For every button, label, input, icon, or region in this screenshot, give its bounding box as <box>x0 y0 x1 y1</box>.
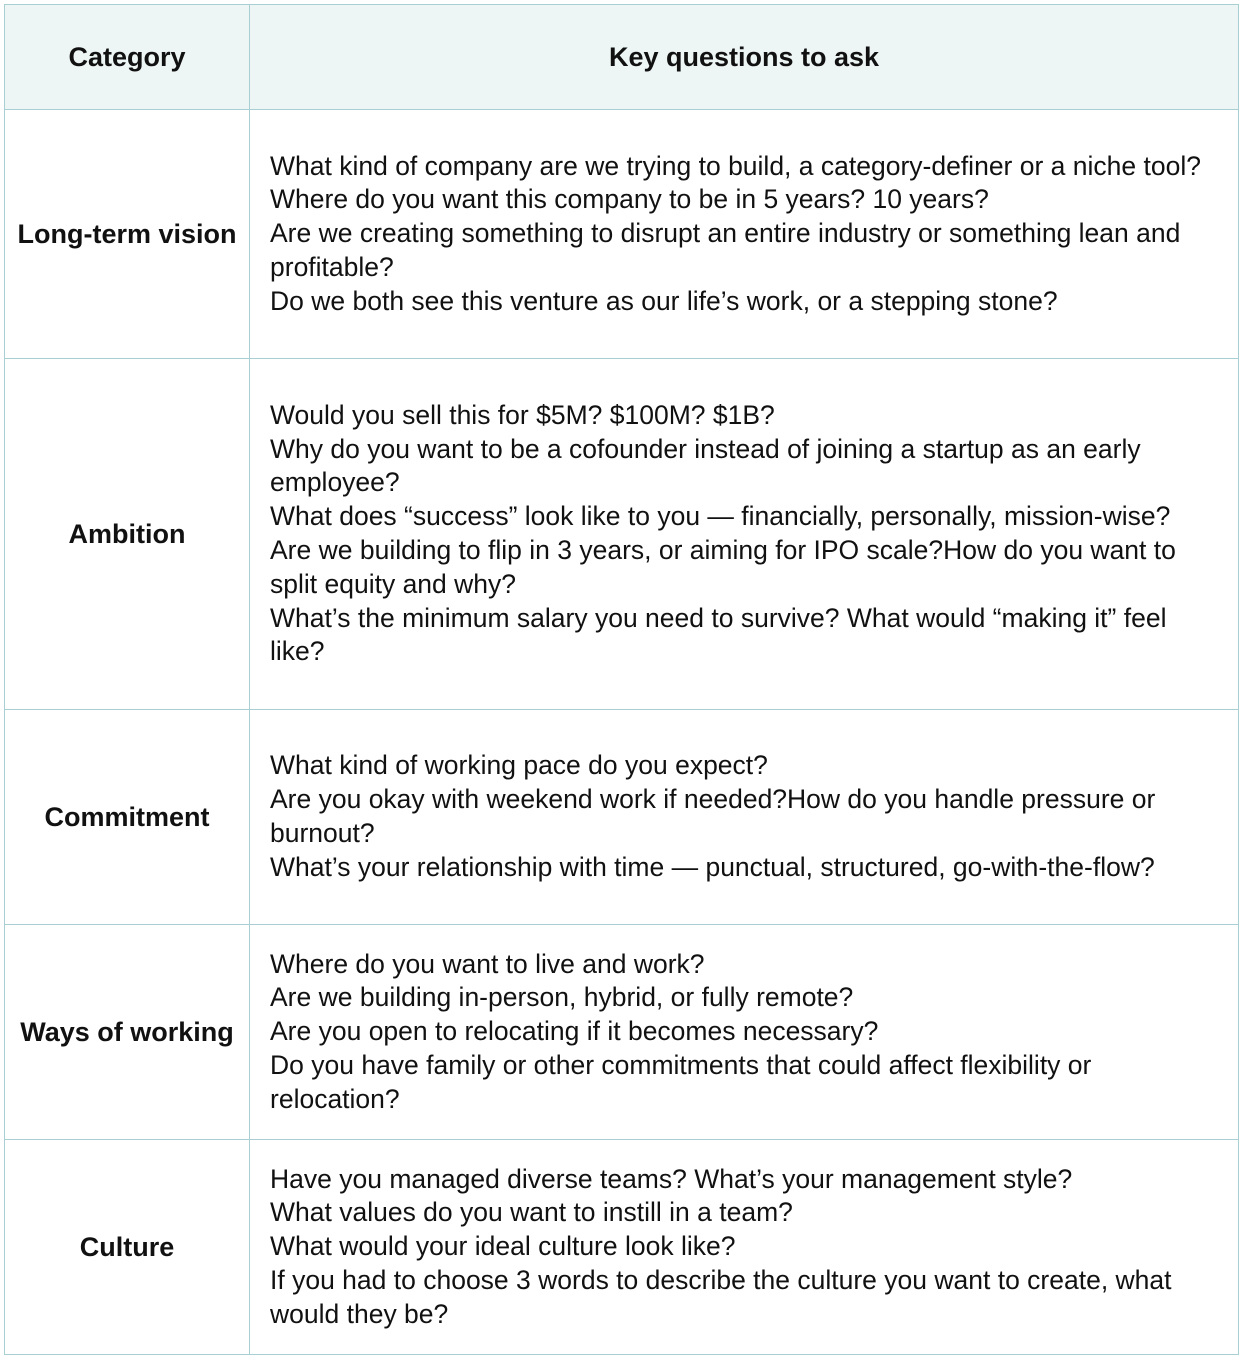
question: Have you managed diverse teams? What’s your management style? <box>270 1163 1073 1194</box>
question: Where do you want to live and work? <box>270 948 705 979</box>
table-row <box>5 110 1239 359</box>
table-row <box>5 710 1239 925</box>
header-category: Category <box>5 5 250 110</box>
question: What’s the minimum salary you need to survive? What would “making it” feel like? <box>270 602 1167 667</box>
question: What kind of company are we trying to build, a category-definer or a niche tool? <box>270 150 1201 181</box>
question: Are we building in-person, hybrid, or fully remote? <box>270 982 854 1013</box>
category-commitment: Commitment <box>5 710 250 925</box>
question: Would you sell this for $5M? $100M? $1B? <box>270 399 775 430</box>
question: Are we creating something to disrupt an entire industry or something lean and profitable? <box>270 218 1181 282</box>
category-culture: Culture <box>5 1140 250 1355</box>
questions-cell <box>250 359 1239 710</box>
question: What’s your relationship with time — punctual, structured, go-with-the-flow? <box>270 851 1155 882</box>
question: Why do you want to be a cofounder instead of joining a startup as an early employee? <box>270 433 1141 498</box>
question: Are we building to flip in 3 years, or aiming for IPO scale?How do you want to split equity and why? <box>270 535 1176 599</box>
table-header-row <box>5 5 1239 110</box>
questions-table <box>4 4 1239 1355</box>
question: Are you okay with weekend work if needed?How do you handle pressure or burnout? <box>270 784 1156 848</box>
question: What kind of working pace do you expect? <box>270 750 768 781</box>
questions-cell <box>250 925 1239 1140</box>
table-row <box>5 1140 1239 1355</box>
question: What would your ideal culture look like? <box>270 1231 736 1262</box>
question: Do we both see this venture as our life’s work, or a stepping stone? <box>270 285 1058 316</box>
question: Are you open to relocating if it becomes necessary? <box>270 1016 879 1047</box>
category-long-term-vision: Long-term vision <box>5 110 250 359</box>
question: What does “success” look like to you — financially, personally, mission-wise? <box>270 501 1171 532</box>
question: Where do you want this company to be in 5 years? 10 years? <box>270 184 989 215</box>
category-ambition: Ambition <box>5 359 250 710</box>
question: Do you have family or other commitments that could affect flexibility or relocation? <box>270 1049 1092 1114</box>
questions-cell <box>250 710 1239 925</box>
question: What values do you want to instill in a team? <box>270 1197 793 1228</box>
table-row <box>5 359 1239 710</box>
table-row <box>5 925 1239 1140</box>
question: If you had to choose 3 words to describe the culture you want to create, what would they be? <box>270 1264 1172 1329</box>
questions-cell <box>250 110 1239 359</box>
questions-cell <box>250 1140 1239 1355</box>
header-questions: Key questions to ask <box>250 5 1239 110</box>
category-ways-of-working: Ways of working <box>5 925 250 1140</box>
